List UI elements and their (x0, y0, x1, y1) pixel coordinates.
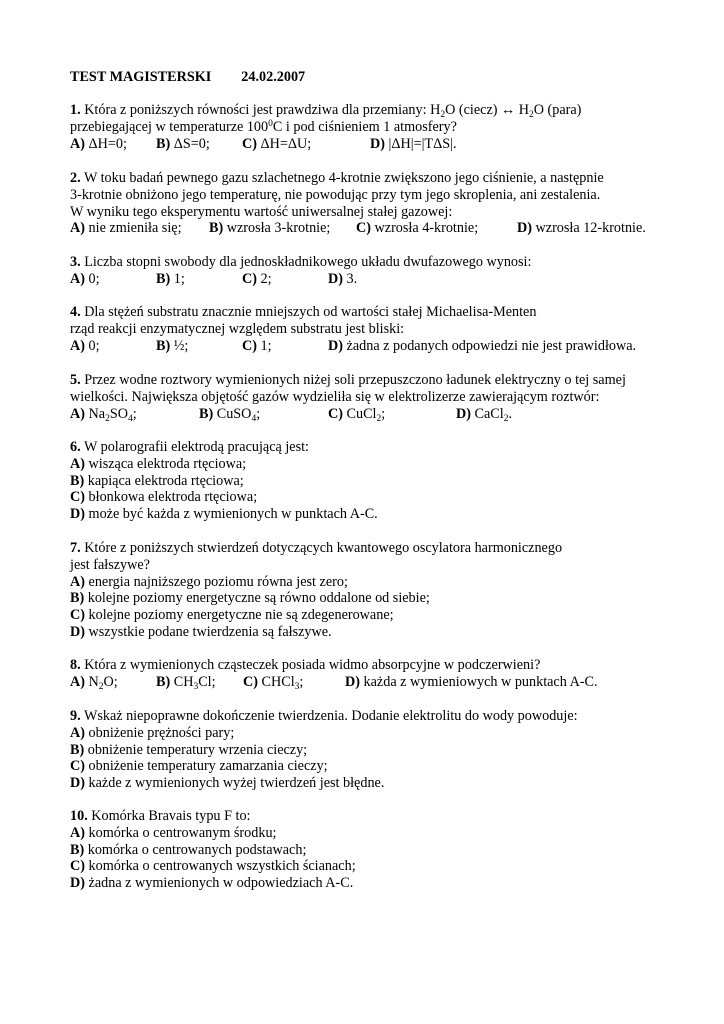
option-a: A) energia najniższego poziomu równa jest zero; (70, 573, 348, 590)
question-line: rząd reakcji enzymatycznej względem substratu jest bliski: (70, 320, 405, 337)
question-line: jest fałszywe? (70, 556, 150, 573)
question-line: 4. Dla stężeń substratu znacznie mniejszych od wartości stałej Michaelisa-Menten (70, 304, 537, 320)
question-1 (70, 102, 581, 152)
option-b: B) wzrosła 3-krotnie; (209, 220, 331, 237)
option-d: D) wzrosła 12-krotnie. (517, 220, 646, 237)
question-6 (70, 439, 378, 523)
option-d: D) wszystkie podane twierdzenia są fałszywe. (70, 623, 332, 640)
option-b: B) kolejne poziomy energetyczne są równo oddalone od siebie; (70, 590, 430, 607)
question-2 (70, 170, 646, 237)
option-c: C) ΔH=ΔU; (242, 135, 312, 152)
question-line: 3. Liczba stopni swobody dla jednoskładnikowego układu dwufazowego wynosi: (70, 254, 532, 270)
question-number: 4. (70, 304, 81, 320)
question-4 (70, 304, 637, 354)
option-d: D) CaCl$_2$. (456, 405, 512, 424)
option-a: A) 0; (70, 337, 100, 354)
option-b: B) ½; (156, 337, 189, 354)
test-title: TEST MAGISTERSKI (70, 69, 212, 85)
question-number: 5. (70, 372, 81, 388)
question-line: 2. W toku badań pewnego gazu szlachetnego 4-krotnie zwiększono jego ciśnienie, a następnie (70, 170, 604, 186)
question-line: 5. Przez wodne roztwory wymienionych niżej soli przepuszczono ładunek elektryczny o tej samej (70, 372, 626, 388)
options-row (70, 337, 637, 355)
question-number: 1. (70, 102, 81, 118)
option-c: C) CHCl$_3$; (243, 673, 304, 692)
option-d: D) żadna z podanych odpowiedzi nie jest prawidłowa. (328, 337, 637, 354)
option-a: A) komórka o centrowanym środku; (70, 824, 277, 841)
question-line: wielkości. Największa objętość gazów wydzieliła się w elektrolizerze zawierającym roztwór: (70, 388, 600, 405)
option-b: B) obniżenie temperatury wrzenia cieczy; (70, 741, 308, 758)
option-c: C) obniżenie temperatury zamarzania cieczy; (70, 758, 328, 775)
option-a: A) $Na_2SO_4$; (70, 405, 137, 424)
question-7 (70, 540, 562, 641)
question-8 (70, 657, 598, 692)
question-number: 7. (70, 540, 81, 556)
question-line: 9. Wskaż niepoprawne dokończenie twierdzenia. Dodanie elektrolitu do wody powoduje: (70, 708, 578, 724)
option-c: C) wzrosła 4-krotnie; (356, 220, 479, 237)
option-d: D) może być każda z wymienionych w punktach A-C. (70, 506, 378, 523)
option-a: A) ΔH=0; (70, 135, 127, 152)
option-d: D) żadna z wymienionych w odpowiedziach A-C. (70, 875, 354, 892)
question-number: 2. (70, 170, 81, 186)
question-line: 10. Komórka Bravais typu F to: (70, 808, 251, 824)
option-a: A) wisząca elektroda rtęciowa; (70, 455, 247, 472)
question-number: 8. (70, 657, 81, 673)
option-c: C) komórka o centrowanych wszystkich ścianach; (70, 858, 356, 875)
question-line: 1. Która z poniższych równości jest prawdziwa dla przemiany: $H_2O$ (ciecz) ↔ $H_2O$ (para) (70, 102, 582, 120)
option-c: C) kolejne poziomy energetyczne nie są zdegenerowane; (70, 607, 394, 624)
option-b: B) CuSO$_4$; (199, 405, 261, 424)
option-a: A) nie zmieniła się; (70, 220, 182, 237)
question-3 (70, 254, 531, 288)
question-10 (70, 808, 356, 892)
options-row (70, 220, 646, 237)
options-row (70, 406, 626, 423)
options-row (70, 136, 581, 153)
question-line: przebiegającej w temperaturze $100^0C$ i pod ciśnieniem 1 atmosfery? (70, 118, 457, 135)
question-number: 10. (70, 808, 88, 824)
option-b: B) kapiąca elektroda rtęciowa; (70, 472, 244, 489)
option-d: D) każda z wymieniowych w punktach A-C. (345, 673, 598, 690)
question-number: 3. (70, 254, 81, 270)
option-a: A) obniżenie prężności pary; (70, 724, 235, 741)
test-date: 24.02.2007 (241, 69, 306, 85)
option-d: D) |ΔH|=|TΔS|. (370, 135, 457, 152)
option-d: D) każde z wymienionych wyżej twierdzeń jest błędne. (70, 775, 385, 792)
question-line: 6. W polarografii elektrodą pracującą jest: (70, 439, 309, 455)
option-c: C) 1; (242, 337, 272, 354)
page-header (70, 69, 305, 86)
options-row (70, 673, 598, 692)
option-d: D) 3. (328, 270, 358, 287)
question-number: 6. (70, 439, 81, 455)
question-9 (70, 708, 578, 792)
option-c: C) CuCl$_2$; (328, 405, 386, 424)
option-b: B) 1; (156, 270, 185, 287)
question-line: 7. Które z poniższych stwierdzeń dotyczących kwantowego oscylatora harmonicznego (70, 540, 563, 556)
options-row (70, 271, 531, 288)
option-c: C) 2; (242, 270, 272, 287)
question-line: 3-krotnie obniżono jego temperaturę, nie powodując przy tym jego skroplenia, ani zestalenia. (70, 186, 601, 203)
question-line: 8. Która z wymienionych cząsteczek posiada widmo absorpcyjne w podczerwieni? (70, 657, 541, 673)
question-number: 9. (70, 708, 81, 724)
option-a: A) $N_2O$; (70, 673, 118, 692)
option-b: B) $CH_3Cl$; (156, 673, 216, 692)
option-c: C) błonkowa elektroda rtęciowa; (70, 489, 258, 506)
question-5 (70, 372, 626, 422)
option-b: B) ΔS=0; (156, 135, 210, 152)
question-line: W wyniku tego eksperymentu wartość uniwersalnej stałej gazowej: (70, 203, 453, 220)
option-a: A) 0; (70, 270, 100, 287)
option-b: B) komórka o centrowanych podstawach; (70, 841, 307, 858)
